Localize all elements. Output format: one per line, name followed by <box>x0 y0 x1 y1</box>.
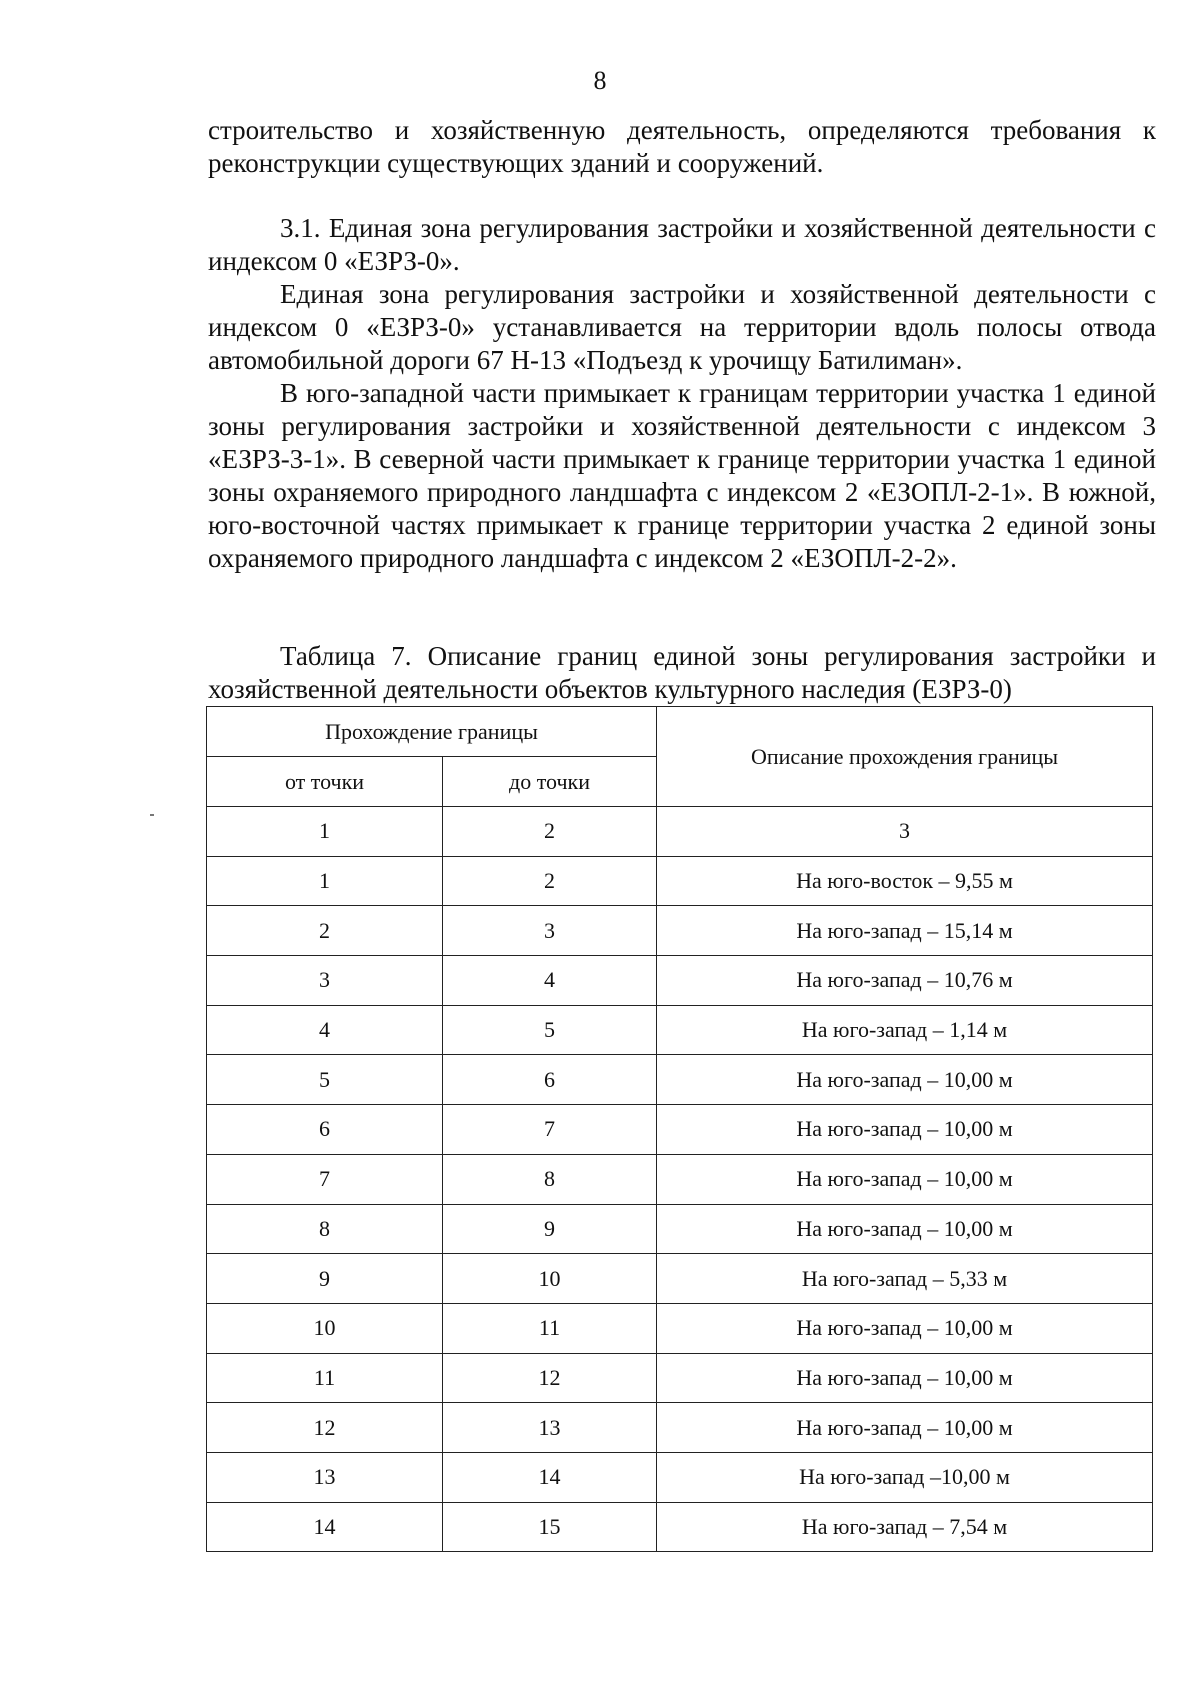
table-row <box>207 1005 1153 1055</box>
table-caption: Таблица 7. Описание границ единой зоны регулирования застройки и хозяйственной деятельности объектов культурного наследия (ЕЗРЗ-0) <box>208 641 1156 704</box>
cell-from-point: 4 <box>207 1005 443 1055</box>
cell-to-point: 15 <box>443 1502 657 1552</box>
cell-to-point: 7 <box>443 1105 657 1155</box>
cell-to-point: 11 <box>443 1303 657 1353</box>
cell-description: На юго-запад – 1,14 м <box>657 1005 1153 1055</box>
table-row <box>207 1105 1153 1155</box>
cell-to-point: 10 <box>443 1254 657 1304</box>
cell-to-point: 4 <box>443 956 657 1006</box>
cell-to-point: 13 <box>443 1403 657 1453</box>
table-row <box>207 1353 1153 1403</box>
numbering-cell: 2 <box>443 807 657 857</box>
table-row <box>207 956 1153 1006</box>
page-number: 8 <box>593 66 607 95</box>
cell-description: На юго-запад – 10,00 м <box>657 1303 1153 1353</box>
table-body <box>207 807 1153 1552</box>
table-header-row-1 <box>207 707 1153 757</box>
header-description: Описание прохождения границы <box>657 707 1153 807</box>
numbering-cell: 3 <box>657 807 1153 857</box>
paragraph-zone-adjacency: В юго-западной части примыкает к границам территории участка 1 единой зоны регулирования застройки и хозяйственной деятельности с индексом 3 «ЕЗРЗ-3-1». В северной части примыкает к границе территории участка 1 единой зоны охраняемого природного ландшафта с индексом 2 «ЕЗОПЛ-2-1». В южной, юго-восточной частях примыкает к границе территории участка 2 единой зоны охраняемого природного ландшафта с индексом 2 «ЕЗОПЛ-2-2». <box>208 378 1156 573</box>
cell-to-point: 6 <box>443 1055 657 1105</box>
cell-to-point: 3 <box>443 906 657 956</box>
cell-from-point: 8 <box>207 1204 443 1254</box>
table-caption-block <box>208 640 1156 706</box>
cell-description: На юго-восток – 9,55 м <box>657 856 1153 906</box>
cell-from-point: 13 <box>207 1452 443 1502</box>
cell-description: На юго-запад – 5,33 м <box>657 1254 1153 1304</box>
header-boundary-passage: Прохождение границы <box>207 707 657 757</box>
table-row <box>207 1303 1153 1353</box>
table-row <box>207 1254 1153 1304</box>
table-row <box>207 1452 1153 1502</box>
cell-from-point: 12 <box>207 1403 443 1453</box>
header-to-point: до точки <box>443 757 657 807</box>
boundary-table-container <box>206 706 1152 1552</box>
text-block-section-3-1 <box>208 212 1156 575</box>
cell-description: На юго-запад – 10,00 м <box>657 1204 1153 1254</box>
cell-to-point: 2 <box>443 856 657 906</box>
cell-description: На юго-запад – 10,76 м <box>657 956 1153 1006</box>
cell-from-point: 11 <box>207 1353 443 1403</box>
cell-from-point: 14 <box>207 1502 443 1552</box>
cell-to-point: 9 <box>443 1204 657 1254</box>
table-row <box>207 1204 1153 1254</box>
numbering-cell: 1 <box>207 807 443 857</box>
cell-from-point: 3 <box>207 956 443 1006</box>
cell-to-point: 5 <box>443 1005 657 1055</box>
cell-from-point: 7 <box>207 1154 443 1204</box>
cell-from-point: 2 <box>207 906 443 956</box>
table-row <box>207 1154 1153 1204</box>
cell-to-point: 8 <box>443 1154 657 1204</box>
cell-description: На юго-запад – 15,14 м <box>657 906 1153 956</box>
cell-from-point: 5 <box>207 1055 443 1105</box>
cell-description: На юго-запад – 10,00 м <box>657 1154 1153 1204</box>
cell-to-point: 14 <box>443 1452 657 1502</box>
header-from-point: от точки <box>207 757 443 807</box>
cell-description: На юго-запад – 10,00 м <box>657 1403 1153 1453</box>
cell-from-point: 9 <box>207 1254 443 1304</box>
cell-description: На юго-запад – 7,54 м <box>657 1502 1153 1552</box>
paragraph-continuation: строительство и хозяйственную деятельность, определяются требования к реконструкции существующих зданий и сооружений. <box>208 115 1156 178</box>
table-row <box>207 906 1153 956</box>
cell-from-point: 10 <box>207 1303 443 1353</box>
scan-mark <box>150 814 154 816</box>
table-row <box>207 856 1153 906</box>
text-block-intro <box>208 114 1156 180</box>
paragraph-zone-location: Единая зона регулирования застройки и хозяйственной деятельности с индексом 0 «ЕЗРЗ-0» устанавливается на территории вдоль полосы отвода автомобильной дороги 67 Н-13 «Подъезд к урочищу Батилиман». <box>208 279 1156 375</box>
cell-description: На юго-запад – 10,00 м <box>657 1055 1153 1105</box>
cell-description: На юго-запад –10,00 м <box>657 1452 1153 1502</box>
cell-description: На юго-запад – 10,00 м <box>657 1353 1153 1403</box>
boundary-table <box>206 706 1153 1552</box>
table-row <box>207 1055 1153 1105</box>
cell-description: На юго-запад – 10,00 м <box>657 1105 1153 1155</box>
cell-to-point: 12 <box>443 1353 657 1403</box>
cell-from-point: 1 <box>207 856 443 906</box>
cell-from-point: 6 <box>207 1105 443 1155</box>
table-numbering-row <box>207 807 1153 857</box>
table-row <box>207 1403 1153 1453</box>
table-row <box>207 1502 1153 1552</box>
section-heading-3-1: 3.1. Единая зона регулирования застройки и хозяйственной деятельности с индексом 0 «ЕЗРЗ-0». <box>208 213 1156 276</box>
